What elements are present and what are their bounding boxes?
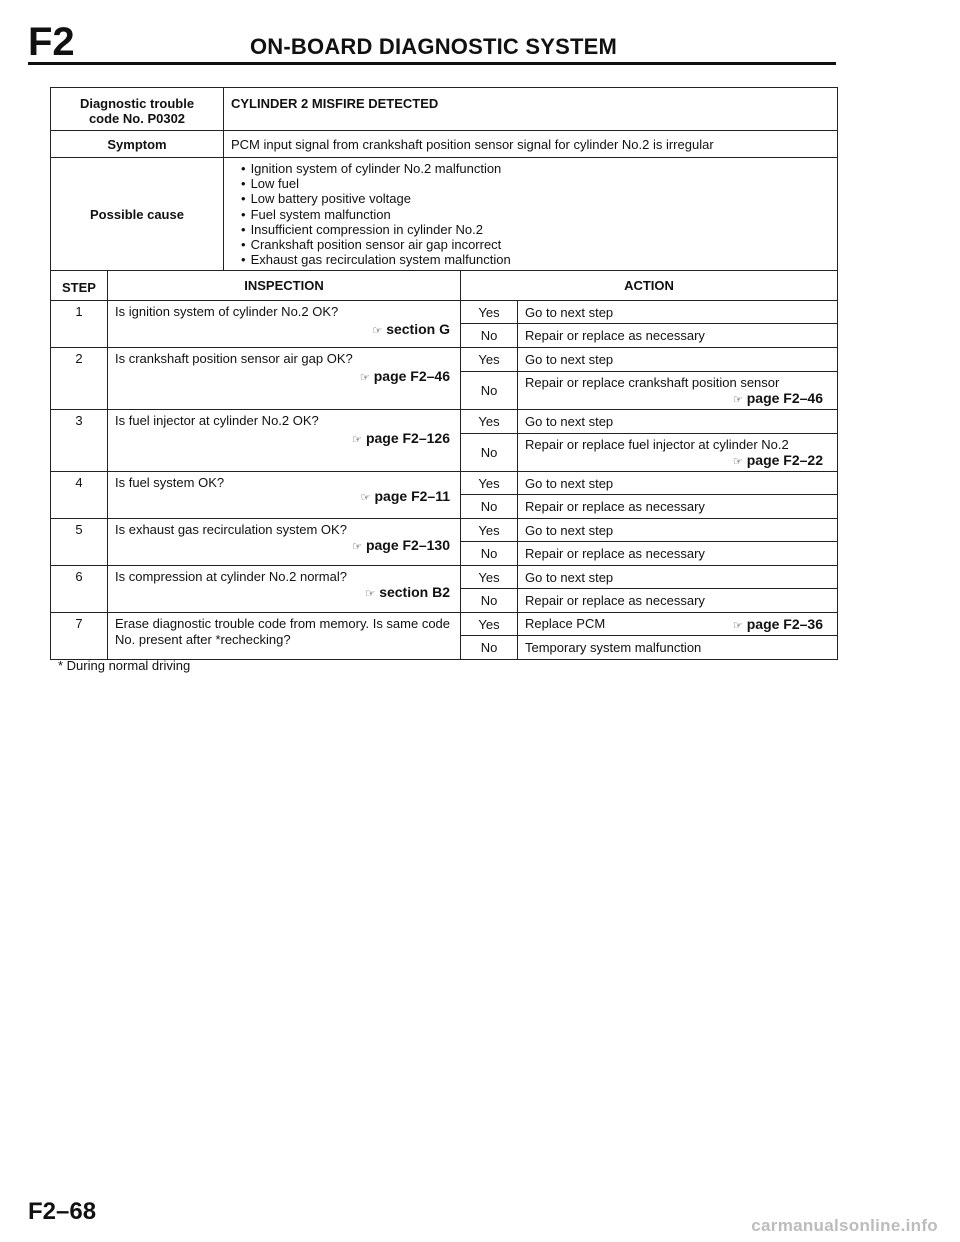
pointing-hand-icon: ☞ <box>359 372 369 384</box>
action-ref <box>733 616 823 632</box>
yes-action: Go to next step <box>518 301 838 324</box>
yes-action: Go to next step <box>518 410 838 434</box>
yes-action: Go to next step <box>518 472 838 495</box>
footnote: * During normal driving <box>58 658 191 673</box>
symptom-value: PCM input signal from crankshaft position sensor signal for cylinder No.2 is irregular <box>224 131 838 158</box>
yes-action: Go to next step <box>518 519 838 542</box>
inspection-ref-text: section B2 <box>379 584 450 600</box>
pointing-hand-icon: ☞ <box>372 325 382 337</box>
watermark: carmanualsonline.info <box>751 1216 938 1235</box>
no-action <box>518 434 838 472</box>
pointing-hand-icon: ☞ <box>360 492 370 504</box>
yes-action: Go to next step <box>518 348 838 372</box>
page-number: F2–68 <box>28 1198 97 1225</box>
inspection-ref-text: page F2–11 <box>374 488 450 504</box>
no-label: No <box>461 372 518 410</box>
no-label: No <box>461 589 518 613</box>
step-number: 1 <box>51 301 108 348</box>
header-inspection: INSPECTION <box>108 271 461 301</box>
step-inspection: Erase diagnostic trouble code from memory. Is same code No. present after *rechecking? <box>108 613 461 660</box>
symptom-row <box>51 131 838 158</box>
dtc-label-line1: Diagnostic trouble <box>79 96 195 111</box>
cause-item: • Low battery positive voltage <box>241 191 837 206</box>
no-action-text: Repair or replace crankshaft position sensor <box>525 375 780 390</box>
inspection-text: Is ignition system of cylinder No.2 OK? <box>115 304 339 319</box>
inspection-ref-text: page F2–130 <box>365 537 450 553</box>
step-inspection <box>108 301 461 348</box>
step-row-yes <box>51 472 838 495</box>
yes-label: Yes <box>461 410 518 434</box>
yes-label: Yes <box>461 348 518 372</box>
no-label: No <box>461 542 518 566</box>
cause-item: • Exhaust gas recirculation system malfunction <box>241 252 837 267</box>
inspection-ref-text: page F2–46 <box>373 368 450 384</box>
inspection-text: Is fuel system OK? <box>115 475 225 490</box>
header-rule <box>28 62 836 65</box>
step-inspection <box>108 566 461 613</box>
step-inspection <box>108 519 461 566</box>
step-row-yes <box>51 301 838 324</box>
cause-item: • Low fuel <box>241 176 837 191</box>
no-action: Repair or replace as necessary <box>518 589 838 613</box>
inspection-steps-table <box>50 270 838 660</box>
yes-label: Yes <box>461 301 518 324</box>
step-number: 4 <box>51 472 108 519</box>
no-label: No <box>461 495 518 519</box>
inspection-ref <box>352 430 450 446</box>
action-ref-text: page F2–22 <box>746 452 823 468</box>
step-row-yes <box>51 613 838 636</box>
yes-label: Yes <box>461 519 518 542</box>
step-row-yes <box>51 348 838 372</box>
step-number: 2 <box>51 348 108 410</box>
step-inspection <box>108 472 461 519</box>
inspection-ref-text: section G <box>386 321 450 337</box>
inspection-text: Is exhaust gas recirculation system OK? <box>115 522 347 537</box>
header-step: STEP <box>51 271 108 301</box>
dtc-label-line2: code No. P0302 <box>88 111 186 126</box>
action-ref-text: page F2–36 <box>746 616 823 632</box>
yes-action-line <box>525 616 823 632</box>
no-action: Temporary system malfunction <box>518 636 838 660</box>
dtc-label <box>51 88 224 131</box>
step-inspection <box>108 348 461 410</box>
step-number: 3 <box>51 410 108 472</box>
dtc-row <box>51 88 838 131</box>
yes-action <box>518 613 838 636</box>
cause-item: • Ignition system of cylinder No.2 malfunction <box>241 161 837 176</box>
yes-label: Yes <box>461 472 518 495</box>
action-ref-text: page F2–46 <box>746 390 823 406</box>
page-title: ON-BOARD DIAGNOSTIC SYSTEM <box>250 34 617 59</box>
cause-item: • Insufficient compression in cylinder No.2 <box>241 222 837 237</box>
no-label: No <box>461 434 518 472</box>
yes-label: Yes <box>461 566 518 589</box>
step-row-yes <box>51 519 838 542</box>
no-action-text: Repair or replace fuel injector at cylinder No.2 <box>525 437 789 452</box>
no-action: Repair or replace as necessary <box>518 324 838 348</box>
no-label: No <box>461 636 518 660</box>
step-number: 5 <box>51 519 108 566</box>
dtc-info-table <box>50 87 838 271</box>
inspection-ref <box>360 368 450 384</box>
yes-label: Yes <box>461 613 518 636</box>
pointing-hand-icon: ☞ <box>732 620 742 632</box>
cause-row <box>51 158 838 271</box>
pointing-hand-icon: ☞ <box>352 434 361 446</box>
header-action: ACTION <box>461 271 838 301</box>
symptom-label: Symptom <box>51 131 224 158</box>
pointing-hand-icon: ☞ <box>352 541 361 553</box>
step-number: 6 <box>51 566 108 613</box>
inspection-ref <box>365 584 450 600</box>
step-row-yes <box>51 566 838 589</box>
no-action: Repair or replace as necessary <box>518 495 838 519</box>
cause-item: • Crankshaft position sensor air gap incorrect <box>241 237 837 252</box>
inspection-text: Is fuel injector at cylinder No.2 OK? <box>115 413 319 428</box>
no-action <box>518 372 838 410</box>
yes-action: Go to next step <box>518 566 838 589</box>
cause-list <box>231 161 837 267</box>
section-code: F2 <box>28 20 75 64</box>
pointing-hand-icon: ☞ <box>732 456 742 468</box>
inspection-ref <box>361 488 450 504</box>
action-ref <box>525 452 823 468</box>
inspection-ref-text: page F2–126 <box>365 430 450 446</box>
yes-action-text: Replace PCM <box>525 616 606 631</box>
cause-label: Possible cause <box>51 158 224 271</box>
step-inspection <box>108 410 461 472</box>
cause-list-cell <box>224 158 838 271</box>
action-ref <box>525 390 823 406</box>
pointing-hand-icon: ☞ <box>732 394 742 406</box>
cause-item: • Fuel system malfunction <box>241 207 837 222</box>
step-row-yes <box>51 410 838 434</box>
inspection-text: Is compression at cylinder No.2 normal? <box>115 569 347 584</box>
inspection-ref <box>372 321 450 337</box>
no-label: No <box>461 324 518 348</box>
pointing-hand-icon: ☞ <box>365 588 375 600</box>
dtc-value: CYLINDER 2 MISFIRE DETECTED <box>224 88 838 131</box>
inspection-ref <box>352 537 450 553</box>
step-number: 7 <box>51 613 108 660</box>
no-action: Repair or replace as necessary <box>518 542 838 566</box>
inspection-text: Is crankshaft position sensor air gap OK? <box>115 351 353 366</box>
table-header-row <box>51 271 838 301</box>
